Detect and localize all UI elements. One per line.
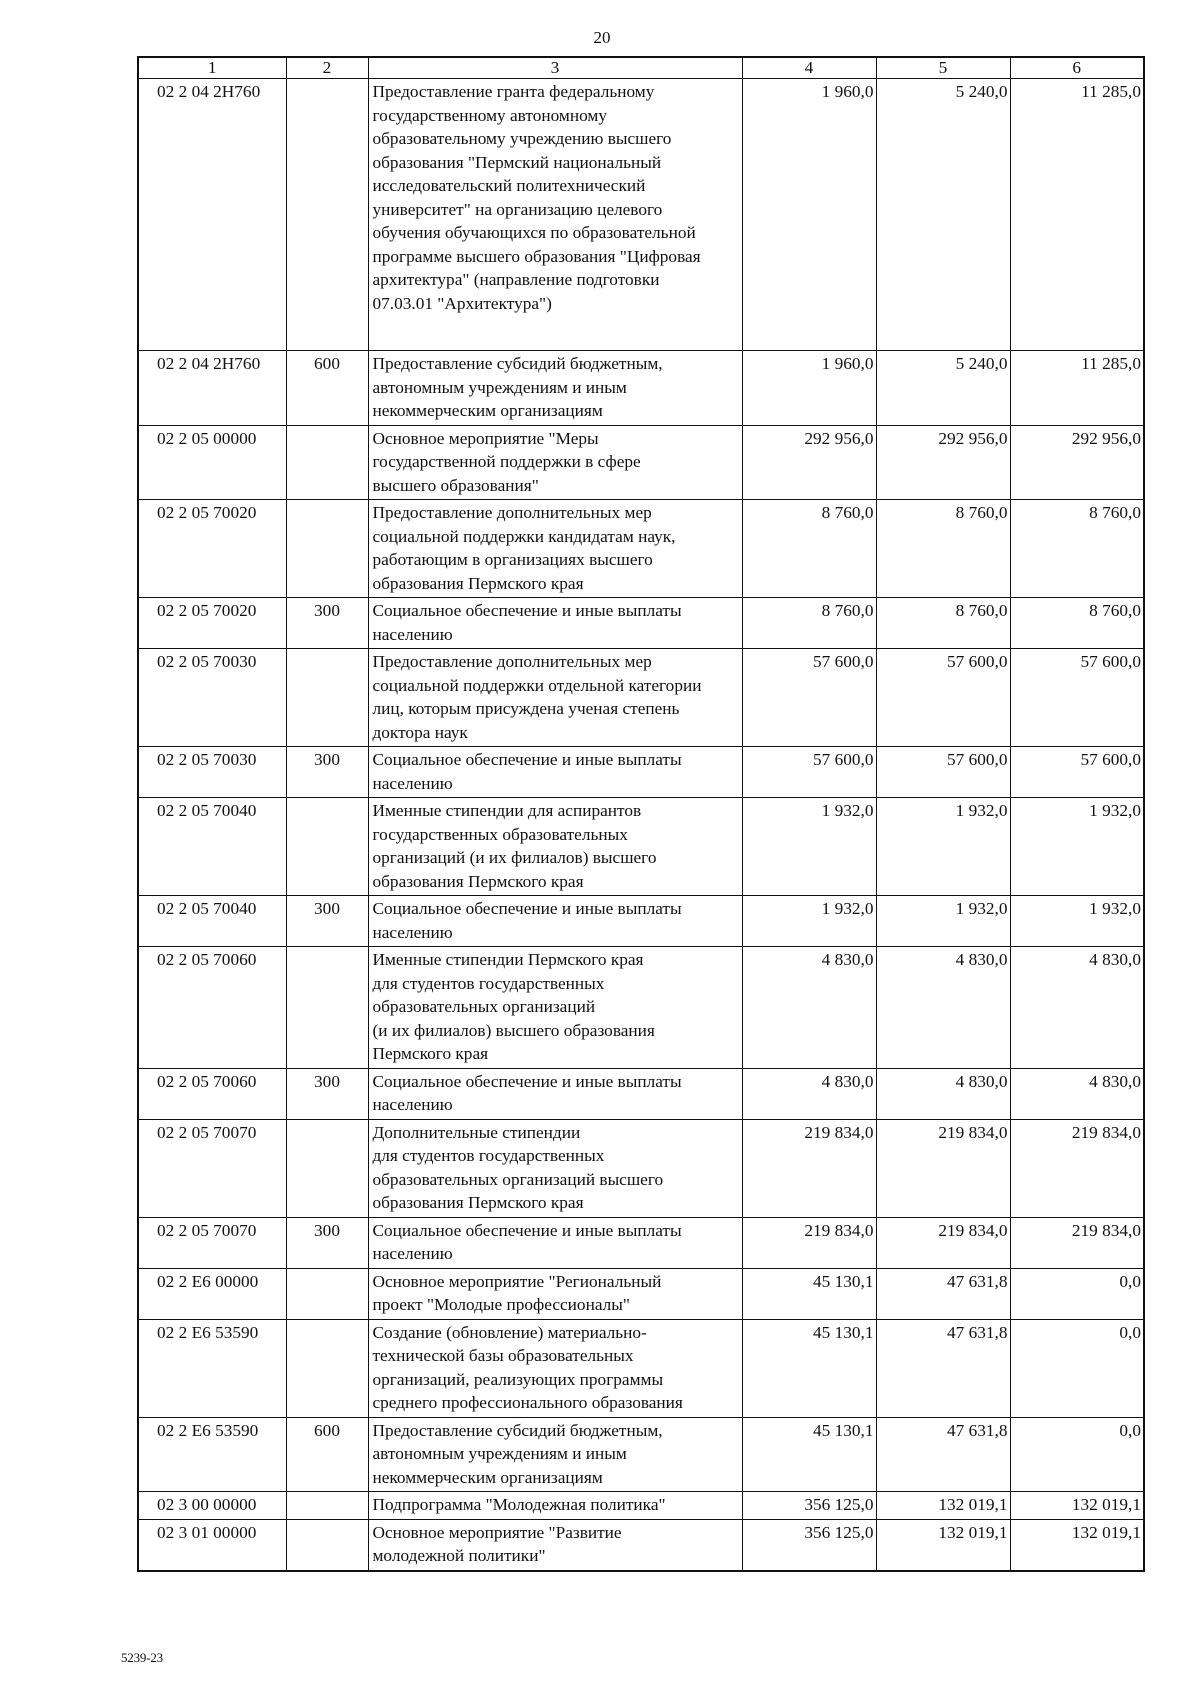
amount-2024-cell: 47 631,8 <box>876 1319 1010 1417</box>
header-cell-6: 6 <box>1010 57 1144 79</box>
amount-2025-cell: 57 600,0 <box>1010 649 1144 747</box>
target-code-cell: 02 2 05 70020 <box>138 598 286 649</box>
description-cell: Социальное обеспечение и иные выплаты населению <box>368 896 742 947</box>
description-cell: Социальное обеспечение и иные выплаты населению <box>368 1217 742 1268</box>
table-row <box>138 1519 1144 1571</box>
target-code-cell: 02 2 05 70030 <box>138 747 286 798</box>
table-row <box>138 798 1144 896</box>
amount-2023-cell: 57 600,0 <box>742 747 876 798</box>
expense-type-cell: 300 <box>286 896 368 947</box>
amount-2023-cell: 1 960,0 <box>742 79 876 351</box>
amount-2024-cell: 4 830,0 <box>876 1068 1010 1119</box>
target-code-cell: 02 2 05 70040 <box>138 896 286 947</box>
target-code-cell: 02 2 05 00000 <box>138 425 286 500</box>
amount-2024-cell: 8 760,0 <box>876 598 1010 649</box>
expense-type-cell <box>286 1268 368 1319</box>
table-row <box>138 1217 1144 1268</box>
table-row <box>138 500 1144 598</box>
expense-type-cell: 300 <box>286 598 368 649</box>
amount-2023-cell: 57 600,0 <box>742 649 876 747</box>
target-code-cell: 02 2 05 70060 <box>138 1068 286 1119</box>
amount-2023-cell: 356 125,0 <box>742 1519 876 1571</box>
amount-2024-cell: 57 600,0 <box>876 747 1010 798</box>
expense-type-cell <box>286 1492 368 1520</box>
amount-2025-cell: 1 932,0 <box>1010 896 1144 947</box>
amount-2023-cell: 4 830,0 <box>742 947 876 1069</box>
description-cell: Именные стипендии для аспирантов государственных образовательных организаций (и их филиалов) высшего образования Пермского края <box>368 798 742 896</box>
amount-2025-cell: 4 830,0 <box>1010 947 1144 1069</box>
description-cell: Основное мероприятие "Региональный проект "Молодые профессионалы" <box>368 1268 742 1319</box>
target-code-cell: 02 3 00 00000 <box>138 1492 286 1520</box>
amount-2024-cell: 5 240,0 <box>876 351 1010 426</box>
expense-type-cell <box>286 425 368 500</box>
expense-type-cell <box>286 947 368 1069</box>
target-code-cell: 02 2 05 70070 <box>138 1119 286 1217</box>
amount-2024-cell: 1 932,0 <box>876 896 1010 947</box>
expense-type-cell <box>286 79 368 351</box>
target-code-cell: 02 2 04 2Н760 <box>138 79 286 351</box>
amount-2023-cell: 1 960,0 <box>742 351 876 426</box>
page-number: 20 <box>593 28 611 47</box>
expense-type-cell <box>286 1319 368 1417</box>
amount-2023-cell: 292 956,0 <box>742 425 876 500</box>
amount-2024-cell: 219 834,0 <box>876 1217 1010 1268</box>
expense-type-cell <box>286 798 368 896</box>
target-code-cell: 02 2 05 70060 <box>138 947 286 1069</box>
target-code-cell: 02 3 01 00000 <box>138 1519 286 1571</box>
description-cell: Предоставление субсидий бюджетным, автономным учреждениям и иным некоммерческим организациям <box>368 351 742 426</box>
expense-type-cell <box>286 1119 368 1217</box>
expense-type-cell: 600 <box>286 351 368 426</box>
amount-2023-cell: 219 834,0 <box>742 1119 876 1217</box>
table-row <box>138 598 1144 649</box>
amount-2023-cell: 1 932,0 <box>742 798 876 896</box>
amount-2023-cell: 4 830,0 <box>742 1068 876 1119</box>
amount-2023-cell: 8 760,0 <box>742 598 876 649</box>
amount-2025-cell: 11 285,0 <box>1010 351 1144 426</box>
table-row <box>138 425 1144 500</box>
expense-type-cell: 300 <box>286 1217 368 1268</box>
header-cell-1: 1 <box>138 57 286 79</box>
amount-2023-cell: 45 130,1 <box>742 1319 876 1417</box>
amount-2025-cell: 292 956,0 <box>1010 425 1144 500</box>
amount-2023-cell: 219 834,0 <box>742 1217 876 1268</box>
table-row <box>138 947 1144 1069</box>
amount-2025-cell: 0,0 <box>1010 1417 1144 1492</box>
amount-2024-cell: 8 760,0 <box>876 500 1010 598</box>
amount-2025-cell: 219 834,0 <box>1010 1217 1144 1268</box>
table-row <box>138 351 1144 426</box>
amount-2025-cell: 8 760,0 <box>1010 500 1144 598</box>
header-cell-2: 2 <box>286 57 368 79</box>
amount-2024-cell: 57 600,0 <box>876 649 1010 747</box>
amount-2024-cell: 132 019,1 <box>876 1492 1010 1520</box>
amount-2024-cell: 4 830,0 <box>876 947 1010 1069</box>
description-cell: Предоставление гранта федеральному государственному автономному образовательному учреждению высшего образования "Пермский национальный исследовательский политехнический университет" на организацию целевого обучения обучающихся по образовательной программе высшего образования "Цифровая архитектура" (направление подготовки 07.03.01 "Архитектура") <box>368 79 742 351</box>
target-code-cell: 02 2 05 70040 <box>138 798 286 896</box>
table-row <box>138 747 1144 798</box>
amount-2025-cell: 4 830,0 <box>1010 1068 1144 1119</box>
expense-type-cell: 300 <box>286 1068 368 1119</box>
expense-type-cell <box>286 1519 368 1571</box>
target-code-cell: 02 2 05 70070 <box>138 1217 286 1268</box>
amount-2024-cell: 47 631,8 <box>876 1417 1010 1492</box>
expense-type-cell <box>286 649 368 747</box>
description-cell: Предоставление субсидий бюджетным, автономным учреждениям и иным некоммерческим организациям <box>368 1417 742 1492</box>
header-cell-3: 3 <box>368 57 742 79</box>
description-cell: Создание (обновление) материально- технической базы образовательных организаций, реализующих программы среднего профессионального образования <box>368 1319 742 1417</box>
table-row <box>138 1068 1144 1119</box>
amount-2024-cell: 292 956,0 <box>876 425 1010 500</box>
amount-2024-cell: 47 631,8 <box>876 1268 1010 1319</box>
amount-2025-cell: 0,0 <box>1010 1319 1144 1417</box>
amount-2023-cell: 8 760,0 <box>742 500 876 598</box>
target-code-cell: 02 2 04 2Н760 <box>138 351 286 426</box>
amount-2025-cell: 57 600,0 <box>1010 747 1144 798</box>
budget-table <box>137 56 1145 1572</box>
description-cell: Социальное обеспечение и иные выплаты населению <box>368 747 742 798</box>
target-code-cell: 02 2 Е6 00000 <box>138 1268 286 1319</box>
expense-type-cell <box>286 500 368 598</box>
document-number-stamp: 5239-23 <box>121 1650 163 1665</box>
amount-2025-cell: 132 019,1 <box>1010 1519 1144 1571</box>
table-row <box>138 79 1144 351</box>
description-cell: Социальное обеспечение и иные выплаты населению <box>368 598 742 649</box>
amount-2025-cell: 8 760,0 <box>1010 598 1144 649</box>
amount-2024-cell: 132 019,1 <box>876 1519 1010 1571</box>
expense-type-cell: 300 <box>286 747 368 798</box>
header-cell-4: 4 <box>742 57 876 79</box>
table-row <box>138 1268 1144 1319</box>
description-cell: Дополнительные стипендии для студентов государственных образовательных организаций высшего образования Пермского края <box>368 1119 742 1217</box>
table-row <box>138 649 1144 747</box>
description-cell: Основное мероприятие "Развитие молодежной политики" <box>368 1519 742 1571</box>
amount-2025-cell: 1 932,0 <box>1010 798 1144 896</box>
target-code-cell: 02 2 05 70020 <box>138 500 286 598</box>
header-row <box>138 57 1144 79</box>
table-row <box>138 896 1144 947</box>
description-cell: Предоставление дополнительных мер социальной поддержки кандидатам наук, работающим в организациях высшего образования Пермского края <box>368 500 742 598</box>
table-row <box>138 1492 1144 1520</box>
amount-2024-cell: 1 932,0 <box>876 798 1010 896</box>
description-cell: Подпрограмма "Молодежная политика" <box>368 1492 742 1520</box>
amount-2023-cell: 356 125,0 <box>742 1492 876 1520</box>
amount-2023-cell: 45 130,1 <box>742 1417 876 1492</box>
target-code-cell: 02 2 Е6 53590 <box>138 1417 286 1492</box>
amount-2024-cell: 5 240,0 <box>876 79 1010 351</box>
table-body <box>138 79 1144 1571</box>
description-cell: Социальное обеспечение и иные выплаты населению <box>368 1068 742 1119</box>
description-cell: Основное мероприятие "Меры государственной поддержки в сфере высшего образования" <box>368 425 742 500</box>
description-cell: Именные стипендии Пермского края для студентов государственных образовательных организаций (и их филиалов) высшего образования Пермского края <box>368 947 742 1069</box>
table-row <box>138 1319 1144 1417</box>
header-cell-5: 5 <box>876 57 1010 79</box>
amount-2025-cell: 0,0 <box>1010 1268 1144 1319</box>
amount-2025-cell: 11 285,0 <box>1010 79 1144 351</box>
amount-2025-cell: 219 834,0 <box>1010 1119 1144 1217</box>
table-row <box>138 1119 1144 1217</box>
target-code-cell: 02 2 05 70030 <box>138 649 286 747</box>
target-code-cell: 02 2 Е6 53590 <box>138 1319 286 1417</box>
description-cell: Предоставление дополнительных мер социальной поддержки отдельной категории лиц, которым присуждена ученая степень доктора наук <box>368 649 742 747</box>
amount-2023-cell: 1 932,0 <box>742 896 876 947</box>
amount-2024-cell: 219 834,0 <box>876 1119 1010 1217</box>
expense-type-cell: 600 <box>286 1417 368 1492</box>
amount-2025-cell: 132 019,1 <box>1010 1492 1144 1520</box>
table-row <box>138 1417 1144 1492</box>
amount-2023-cell: 45 130,1 <box>742 1268 876 1319</box>
